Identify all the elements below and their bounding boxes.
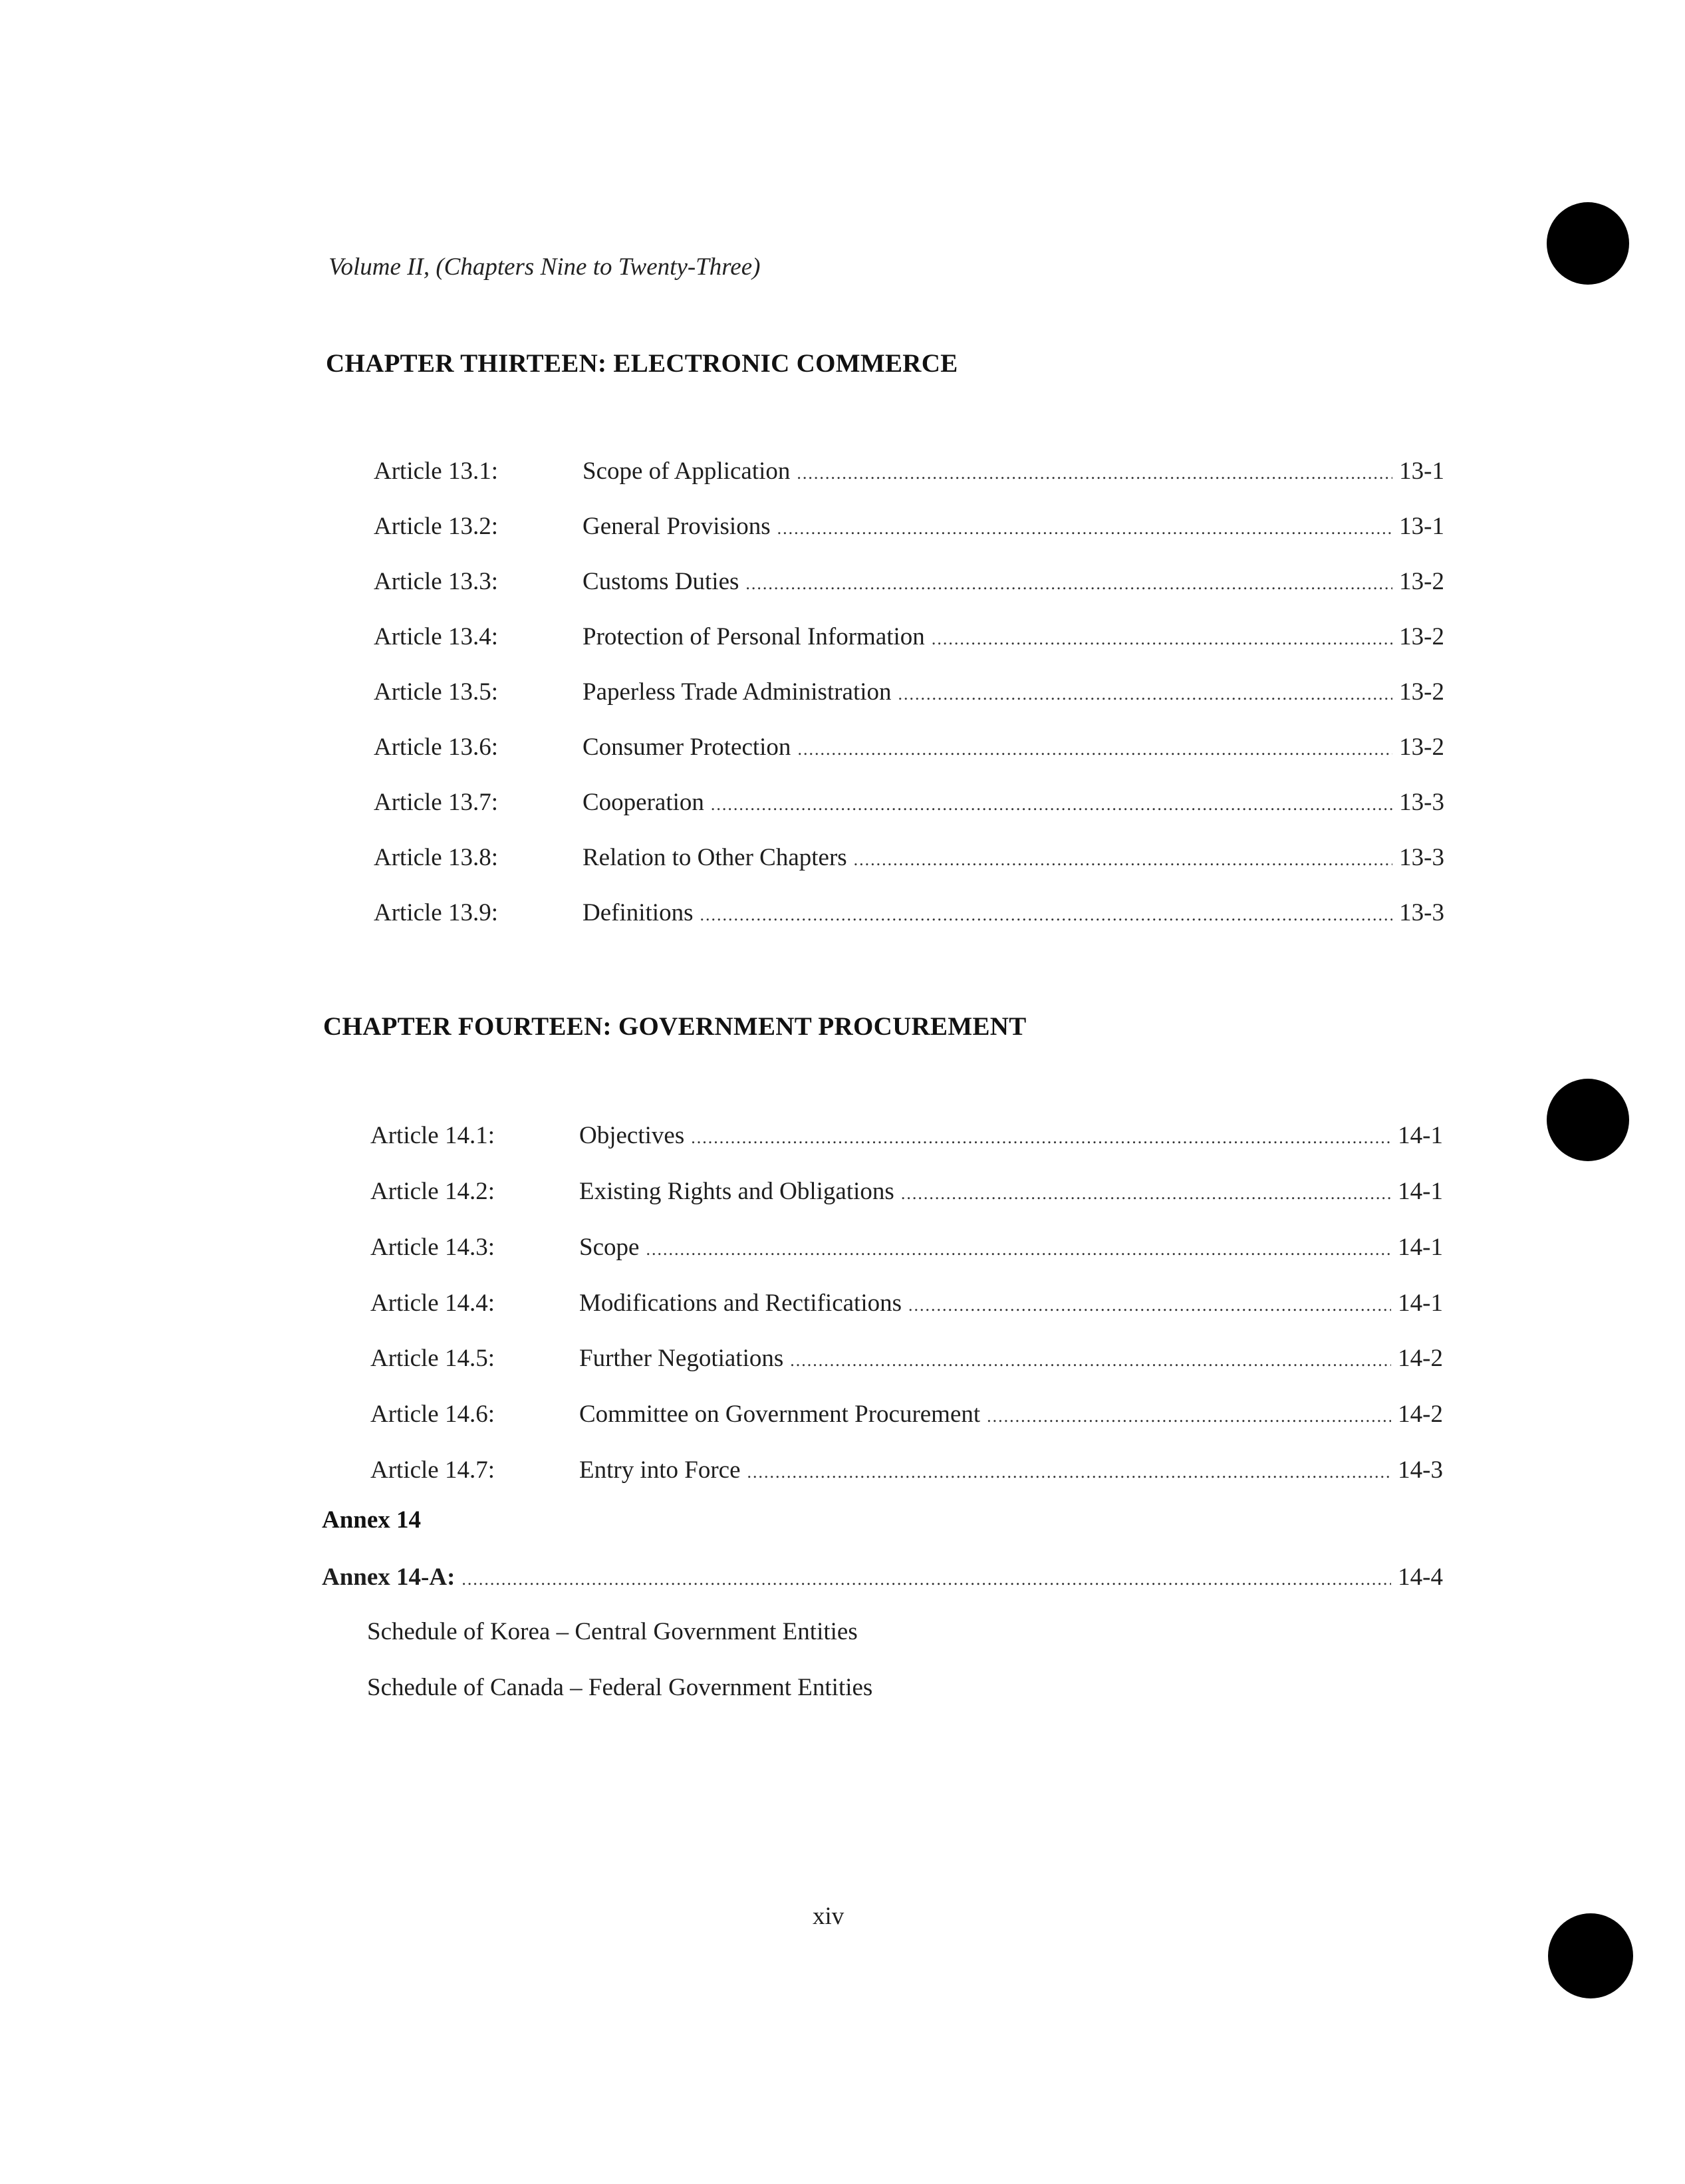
chapter-13-heading: CHAPTER THIRTEEN: ELECTRONIC COMMERCE	[326, 349, 958, 378]
toc-dot-leader	[854, 843, 1393, 877]
toc-article-number: Article 14.7:	[370, 1456, 495, 1484]
toc-article-title: Committee on Government Procurement	[579, 1401, 981, 1428]
toc-row	[374, 510, 1444, 543]
toc-article-title: Scope	[579, 1234, 640, 1261]
toc-article-number: Article 13.9:	[374, 899, 499, 926]
toc-row	[370, 1287, 1443, 1320]
toc-row	[374, 731, 1444, 764]
toc-article-number: Article 14.3:	[370, 1234, 495, 1261]
toc-dot-leader	[987, 1400, 1391, 1433]
annex-14a-page-number: 14-4	[1398, 1564, 1443, 1591]
toc-page-number: 14-1	[1398, 1234, 1443, 1261]
toc-article-title: Further Negotiations	[579, 1345, 784, 1372]
toc-page-number: 13-1	[1399, 513, 1444, 540]
binder-hole-middle	[1547, 1079, 1629, 1161]
toc-article-number: Article 13.1:	[374, 458, 499, 485]
toc-dot-leader	[901, 1177, 1391, 1210]
toc-dot-leader	[461, 1563, 1391, 1596]
toc-article-title: Entry into Force	[579, 1456, 741, 1484]
toc-article-title: Existing Rights and Obligations	[579, 1178, 894, 1205]
toc-page-number: 13-2	[1399, 568, 1444, 595]
toc-dot-leader	[898, 678, 1393, 711]
annex-14-heading: Annex 14	[322, 1506, 422, 1534]
toc-page-number: 14-1	[1398, 1122, 1443, 1149]
toc-dot-leader	[777, 512, 1393, 545]
toc-row	[374, 896, 1444, 930]
toc-dot-leader	[646, 1233, 1391, 1266]
toc-page-number: 14-2	[1398, 1401, 1443, 1428]
toc-article-title: Modifications and Rectifications	[579, 1290, 902, 1317]
toc-article-number: Article 14.1:	[370, 1122, 495, 1149]
toc-article-title: Definitions	[583, 899, 694, 926]
schedule-canada: Schedule of Canada – Federal Government Entities	[367, 1674, 873, 1701]
toc-article-title: Consumer Protection	[583, 734, 791, 761]
toc-page-number: 13-3	[1399, 789, 1444, 816]
toc-row	[370, 1342, 1443, 1375]
toc-article-title: Scope of Application	[583, 458, 791, 485]
toc-article-number: Article 13.4:	[374, 623, 499, 650]
toc-dot-leader	[790, 1344, 1391, 1377]
toc-page-number: 14-3	[1398, 1456, 1443, 1484]
toc-article-number: Article 14.2:	[370, 1178, 495, 1205]
toc-page-number: 13-3	[1399, 899, 1444, 926]
binder-hole-top	[1547, 202, 1629, 285]
toc-dot-leader	[797, 457, 1392, 490]
toc-row	[374, 565, 1444, 599]
toc-article-number: Article 13.8:	[374, 844, 499, 871]
toc-row	[370, 1119, 1443, 1153]
toc-row	[374, 620, 1444, 654]
toc-row	[374, 786, 1444, 819]
toc-row	[370, 1231, 1443, 1264]
toc-article-number: Article 13.5:	[374, 678, 499, 706]
chapter-14-heading: CHAPTER FOURTEEN: GOVERNMENT PROCUREMENT	[323, 1012, 1027, 1041]
toc-article-title: Objectives	[579, 1122, 685, 1149]
toc-page-number: 13-2	[1399, 734, 1444, 761]
toc-article-number: Article 14.6:	[370, 1401, 495, 1428]
toc-dot-leader	[691, 1121, 1391, 1155]
toc-article-title: Protection of Personal Information	[583, 623, 925, 650]
toc-article-number: Article 13.3:	[374, 568, 499, 595]
toc-row	[370, 1398, 1443, 1431]
toc-article-title: Paperless Trade Administration	[583, 678, 892, 706]
schedule-korea: Schedule of Korea – Central Government Entities	[367, 1618, 858, 1645]
annex-14a-title: Annex 14-A:	[322, 1564, 455, 1591]
toc-dot-leader	[711, 788, 1392, 821]
toc-page-number: 13-1	[1399, 458, 1444, 485]
toc-dot-leader	[932, 622, 1392, 656]
toc-row	[370, 1175, 1443, 1208]
toc-row	[374, 455, 1444, 488]
toc-dot-leader	[797, 733, 1392, 766]
toc-page-number: 13-3	[1399, 844, 1444, 871]
toc-row	[374, 841, 1444, 875]
toc-page-number: 13-2	[1399, 623, 1444, 650]
binder-hole-bottom	[1548, 1913, 1633, 1998]
toc-page-number: 14-2	[1398, 1345, 1443, 1372]
toc-dot-leader	[745, 567, 1392, 601]
toc-article-title: Relation to Other Chapters	[583, 844, 847, 871]
toc-page-number: 13-2	[1399, 678, 1444, 706]
toc-page-number: 14-1	[1398, 1290, 1443, 1317]
toc-article-number: Article 14.5:	[370, 1345, 495, 1372]
toc-dot-leader	[700, 898, 1392, 932]
toc-article-title: Customs Duties	[583, 568, 739, 595]
toc-dot-leader	[747, 1456, 1392, 1489]
toc-article-title: Cooperation	[583, 789, 704, 816]
toc-article-number: Article 13.2:	[374, 513, 499, 540]
toc-article-number: Article 14.4:	[370, 1290, 495, 1317]
toc-article-number: Article 13.7:	[374, 789, 499, 816]
toc-row	[374, 676, 1444, 709]
toc-row	[370, 1454, 1443, 1487]
toc-page-number: 14-1	[1398, 1178, 1443, 1205]
toc-dot-leader	[908, 1289, 1391, 1322]
annex-14a-row	[322, 1561, 1443, 1594]
toc-article-title: General Provisions	[583, 513, 771, 540]
page-number: xiv	[813, 1903, 844, 1930]
toc-article-number: Article 13.6:	[374, 734, 499, 761]
volume-title: Volume II, (Chapters Nine to Twenty-Three)	[328, 253, 761, 281]
